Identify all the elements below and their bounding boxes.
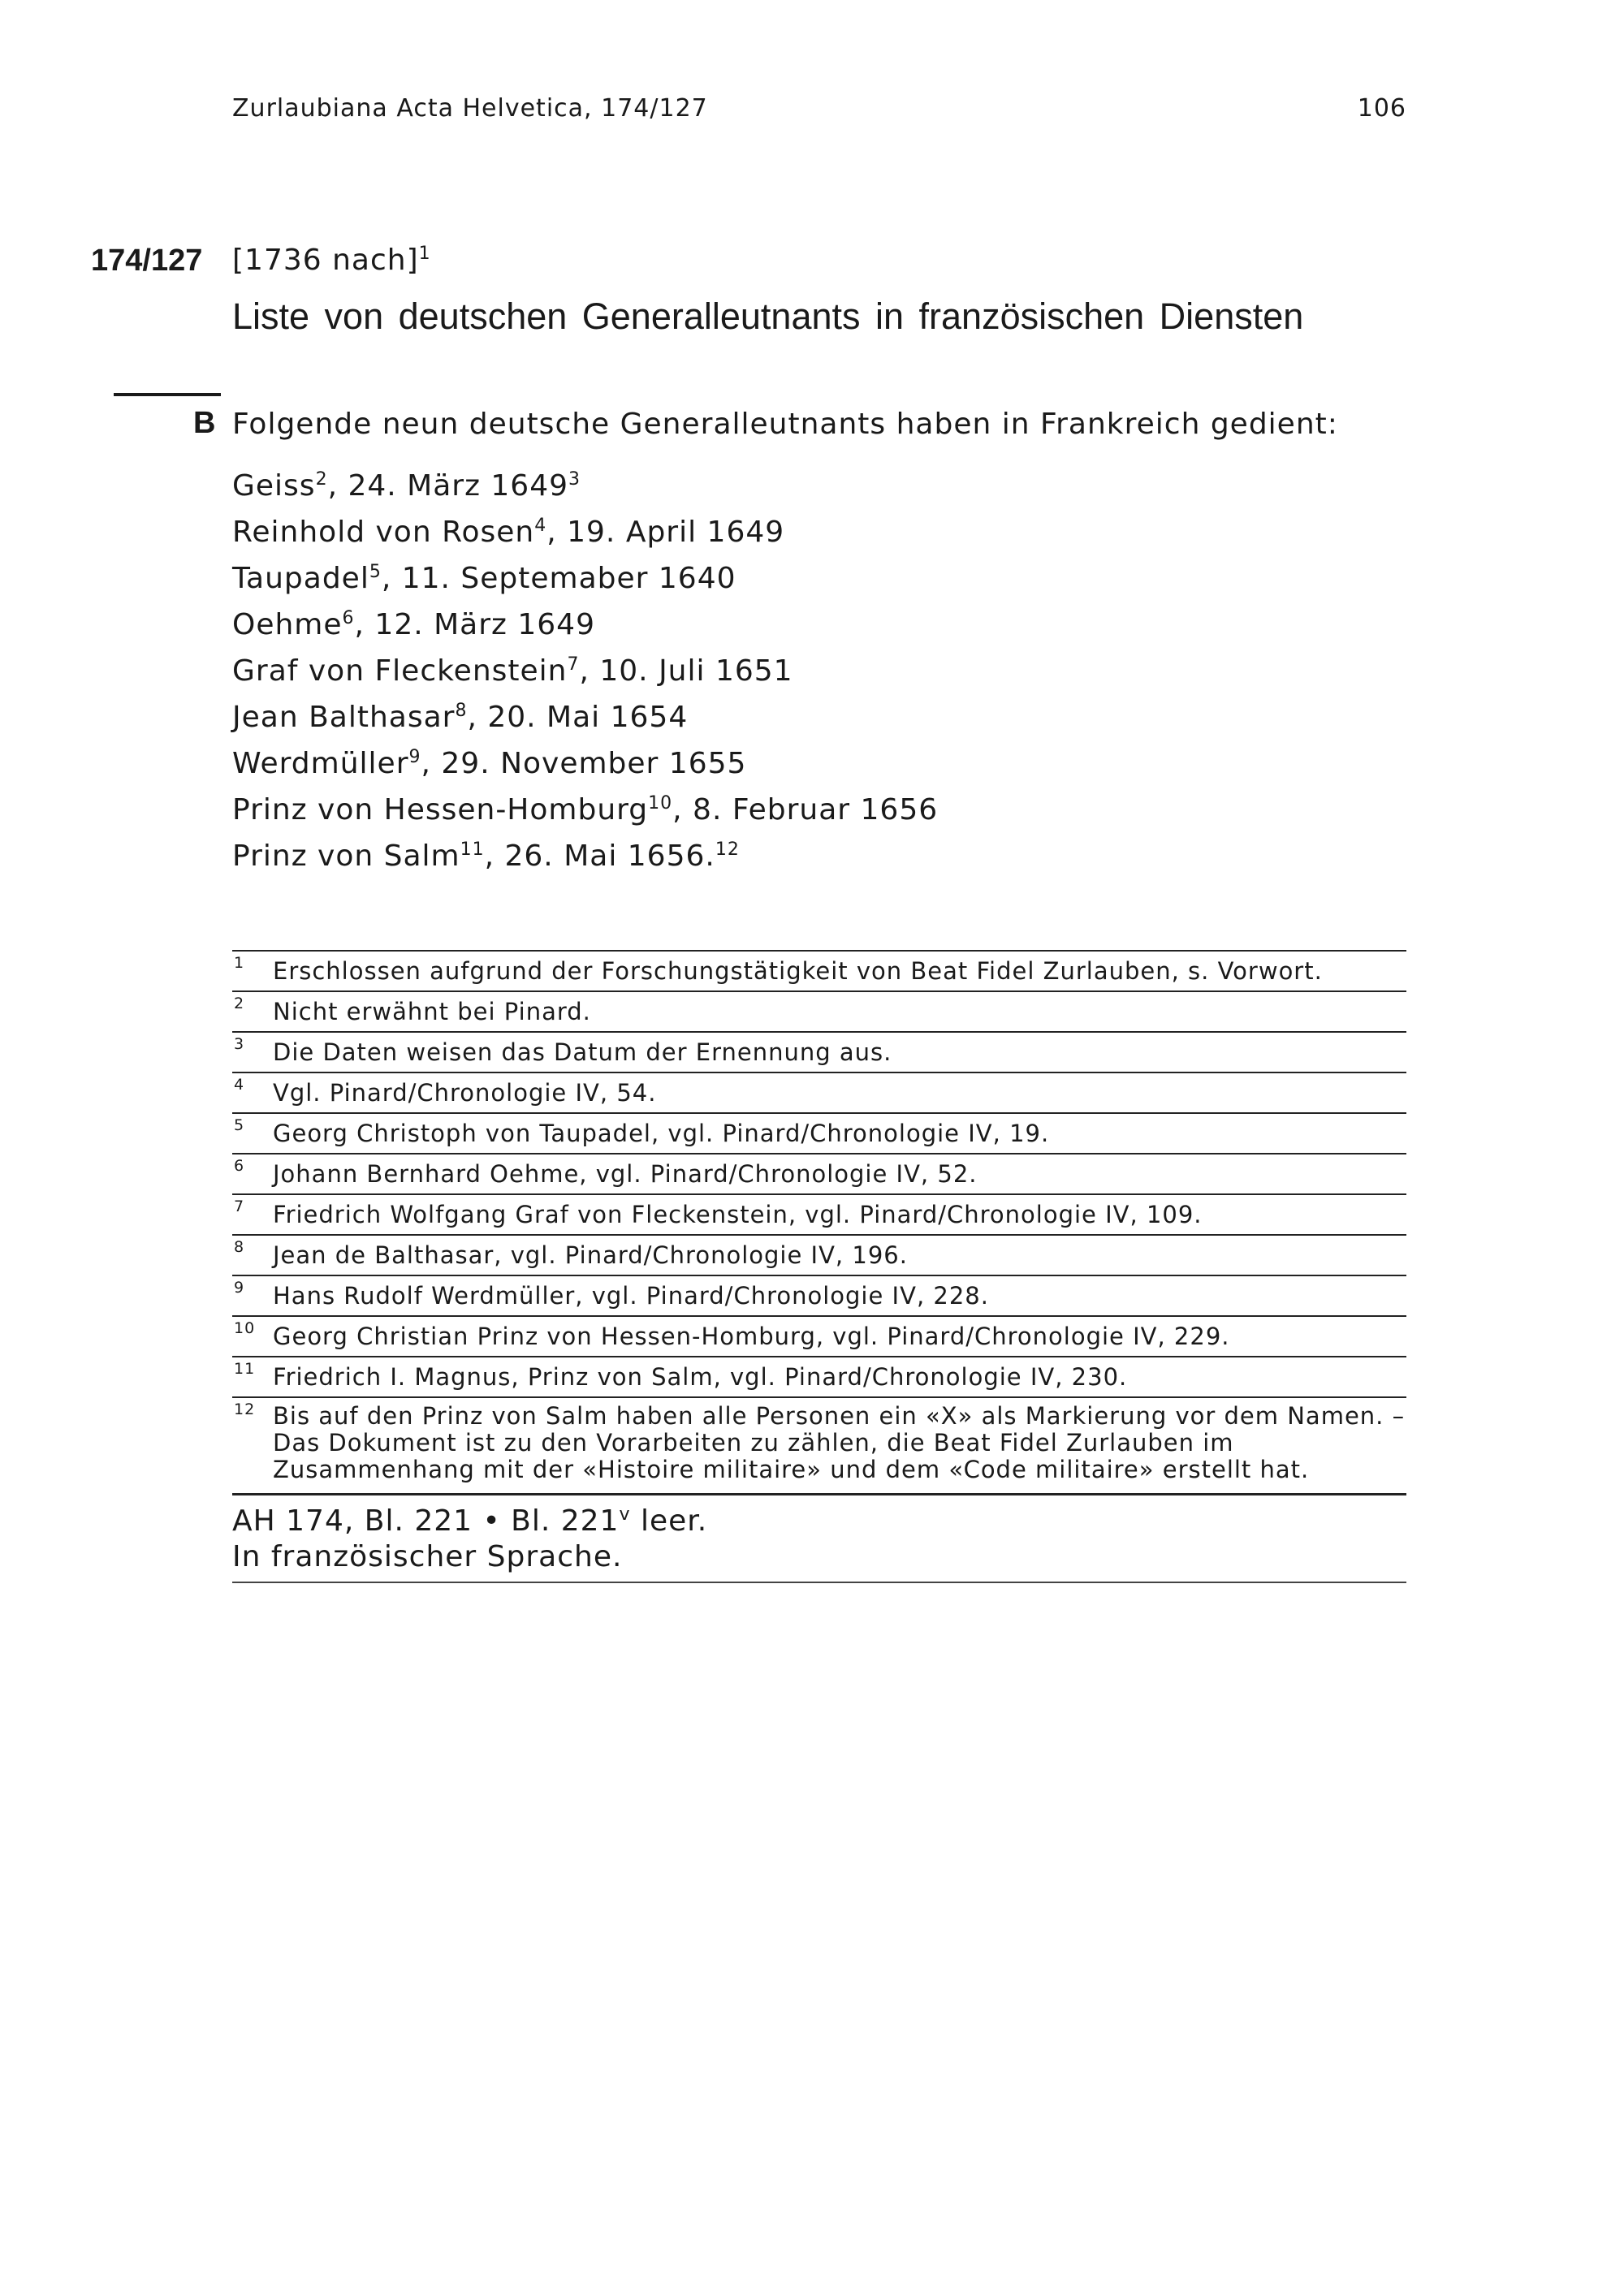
appointment-date: , 19. April 1649 <box>546 516 785 549</box>
margin-letter: B <box>193 406 216 440</box>
general-name: Prinz von Salm <box>232 839 460 873</box>
document-number: 174/127 <box>91 244 203 278</box>
document-date-text: [1736 nach] <box>232 244 419 277</box>
appointment-date: , 11. Septemaber 1640 <box>381 562 736 595</box>
list-item <box>232 555 1418 602</box>
footnote-ref: 6 <box>342 608 355 628</box>
footnote-text-line: Zusammenhang mit der «Histoire militaire» und dem «Code militaire» erstellt hat. <box>273 1456 1310 1483</box>
footnote <box>232 1114 1406 1154</box>
footnote-number: 8 <box>234 1238 245 1256</box>
footnote-text: Johann Bernhard Oehme, vgl. Pinard/Chronologie IV, 52. <box>273 1160 978 1188</box>
footnote-number: 9 <box>234 1279 245 1297</box>
footnote-text: Die Daten weisen das Datum der Ernennung aus. <box>273 1038 892 1066</box>
appointment-date: , 12. März 1649 <box>354 608 595 641</box>
margin-rule <box>114 393 221 396</box>
general-name: Werdmüller <box>232 747 409 780</box>
verso-mark: v <box>619 1504 631 1525</box>
list-item <box>232 694 1418 740</box>
list-item <box>232 787 1418 833</box>
footnote-text: Nicht erwähnt bei Pinard. <box>273 998 591 1025</box>
footnote-number: 10 <box>234 1319 256 1337</box>
footnote <box>232 1154 1406 1195</box>
document-title: Liste von deutschen Generalleutnants in französischen Diensten <box>232 296 1304 337</box>
footnote-ref: 8 <box>455 701 468 721</box>
general-name: Prinz von Hessen-Homburg <box>232 793 649 826</box>
running-head <box>232 94 1406 123</box>
source-signature-end: leer. <box>630 1504 708 1538</box>
footnote-ref: 7 <box>567 654 580 675</box>
footnote <box>232 952 1406 992</box>
footnote-number: 6 <box>234 1157 245 1175</box>
list-item <box>232 602 1418 648</box>
list-item <box>232 833 1418 879</box>
footnote <box>232 1398 1406 1493</box>
appointment-date: , 20. Mai 1654 <box>467 701 689 734</box>
footnote <box>232 992 1406 1033</box>
appointment-date: , 8. Februar 1656 <box>672 793 939 826</box>
footnote <box>232 1073 1406 1114</box>
general-name: Reinhold von Rosen <box>232 516 535 549</box>
appointment-date: , 24. März 1649 <box>327 469 569 503</box>
footnote-ref: 12 <box>715 839 740 860</box>
footnote-text: Hans Rudolf Werdmüller, vgl. Pinard/Chronologie IV, 228. <box>273 1282 989 1310</box>
footnote-text: Vgl. Pinard/Chronologie IV, 54. <box>273 1079 657 1107</box>
footnote <box>232 1236 1406 1276</box>
footnote-number: 7 <box>234 1198 245 1215</box>
list-item <box>232 509 1418 555</box>
page-number: 106 <box>1357 94 1406 123</box>
footnote-text: Friedrich I. Magnus, Prinz von Salm, vgl. Pinard/Chronologie IV, 230. <box>273 1363 1128 1391</box>
footnote-text-line: Das Dokument ist zu den Vorarbeiten zu zählen, die Beat Fidel Zurlauben im <box>273 1429 1234 1457</box>
footnote-text: Friedrich Wolfgang Graf von Fleckenstein, vgl. Pinard/Chronologie IV, 109. <box>273 1201 1203 1228</box>
footnote-text: Georg Christian Prinz von Hessen-Homburg, vgl. Pinard/Chronologie IV, 229. <box>273 1323 1230 1350</box>
source-line-1 <box>232 1504 1406 1539</box>
document-body <box>232 408 1418 879</box>
footnote-ref: 11 <box>460 839 485 860</box>
running-head-title: Zurlaubiana Acta Helvetica, 174/127 <box>232 94 708 123</box>
general-name: Geiss <box>232 469 316 503</box>
footnote-number: 2 <box>234 995 245 1012</box>
list-item <box>232 740 1418 787</box>
footnote-ref: 5 <box>369 562 382 582</box>
appointment-date: , 29. November 1655 <box>421 747 747 780</box>
footnote-ref: 1 <box>418 244 431 264</box>
footnote-number: 5 <box>234 1116 245 1134</box>
footnote-text: Georg Christoph von Taupadel, vgl. Pinard/Chronologie IV, 19. <box>273 1120 1050 1147</box>
intro-text: Folgende neun deutsche Generalleutnants haben in Frankreich gedient: <box>232 408 1338 441</box>
source-signature: AH 174, Bl. 221 • Bl. 221 <box>232 1504 620 1538</box>
footnote <box>232 1317 1406 1357</box>
general-name: Oehme <box>232 608 343 641</box>
footnote <box>232 1033 1406 1073</box>
source-line-2: In französischer Sprache. <box>232 1540 623 1573</box>
footnote <box>232 1357 1406 1398</box>
footnote-text: Erschlossen aufgrund der Forschungstätigkeit von Beat Fidel Zurlauben, s. Vorwort. <box>273 957 1323 985</box>
general-name: Jean Balthasar <box>232 701 456 734</box>
document-date <box>232 244 431 277</box>
footnote <box>232 1195 1406 1236</box>
footnote <box>232 1276 1406 1317</box>
appointment-date: , 26. Mai 1656. <box>484 839 715 873</box>
footnote-number: 4 <box>234 1076 245 1094</box>
footnote-ref: 9 <box>408 747 421 767</box>
footnote-number: 11 <box>234 1360 256 1378</box>
footnote-text-line: Bis auf den Prinz von Salm haben alle Personen ein «X» als Markierung vor dem Namen. – <box>273 1402 1406 1430</box>
footnote-ref: 3 <box>568 469 581 490</box>
footnote-number: 3 <box>234 1035 245 1053</box>
footnote-number: 1 <box>234 954 245 972</box>
general-name: Graf von Fleckenstein <box>232 654 568 688</box>
source-note <box>232 1504 1406 1583</box>
footnote-text: Jean de Balthasar, vgl. Pinard/Chronologie IV, 196. <box>273 1241 908 1269</box>
general-name: Taupadel <box>232 562 369 595</box>
footnotes <box>232 950 1406 1495</box>
list-item <box>232 648 1418 694</box>
footnote-ref: 4 <box>534 516 547 536</box>
footnote-ref: 10 <box>648 793 673 814</box>
general-list <box>232 463 1418 879</box>
list-item <box>232 463 1418 509</box>
footnote-number: 12 <box>234 1400 256 1418</box>
footnote-ref: 2 <box>315 469 328 490</box>
appointment-date: , 10. Juli 1651 <box>579 654 793 688</box>
